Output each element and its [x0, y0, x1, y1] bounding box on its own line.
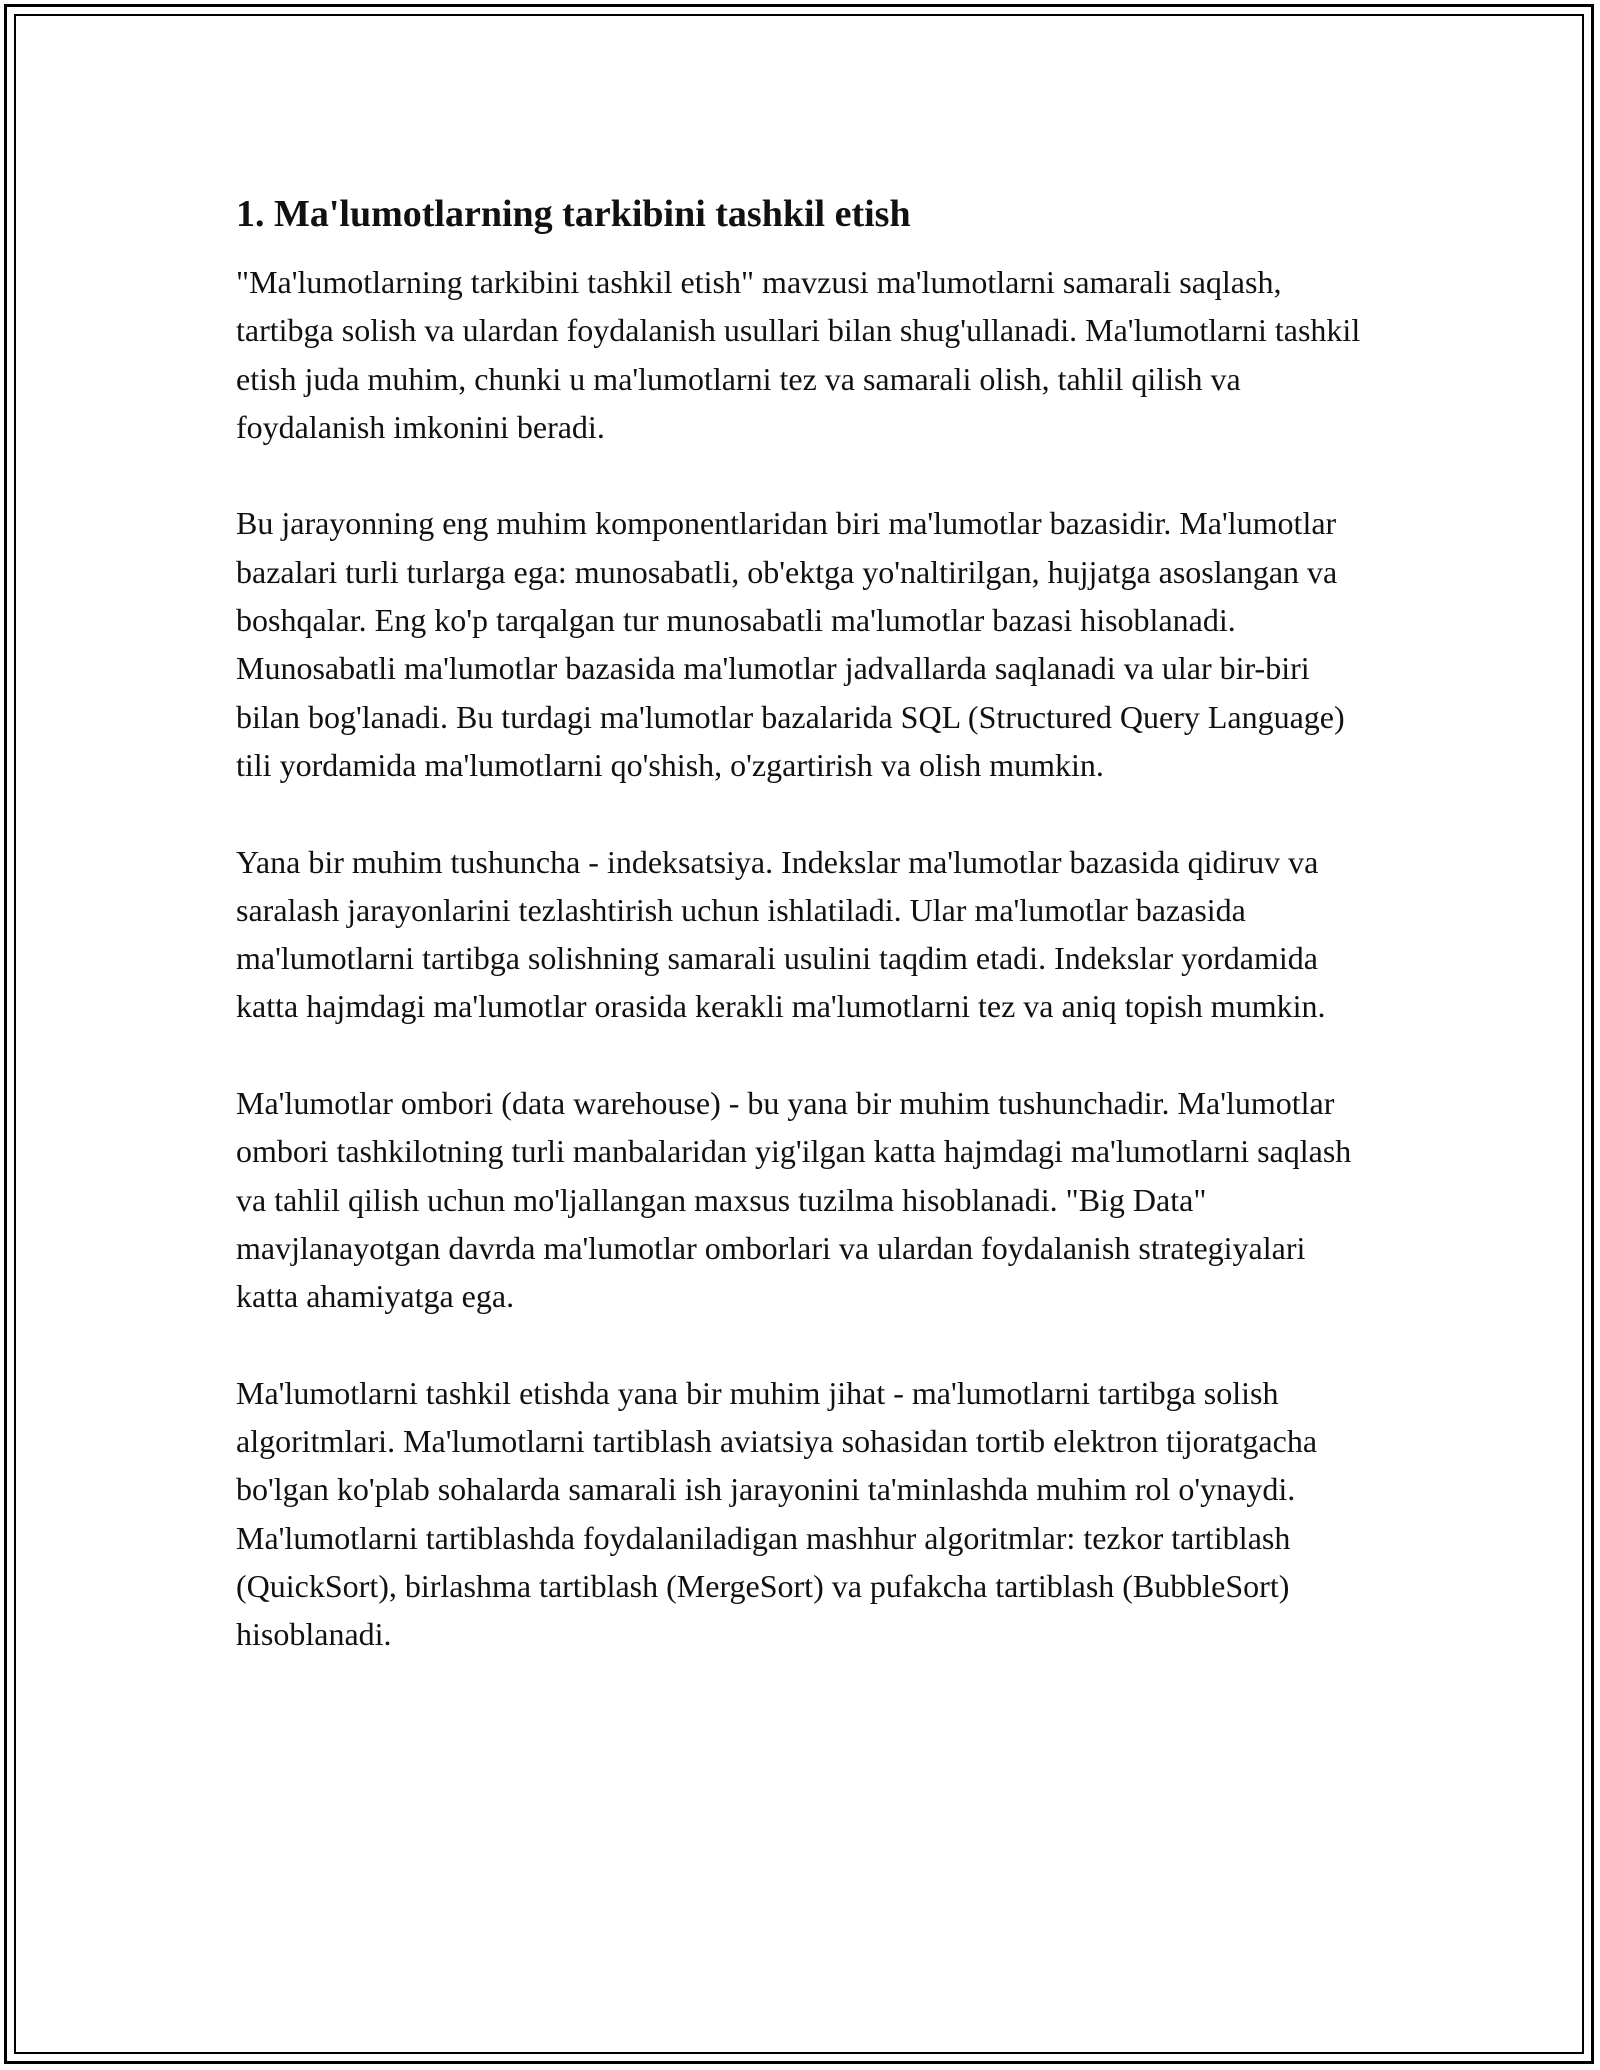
paragraph-sorting-algorithms: Ma'lumotlarni tashkil etishda yana bir muhim jihat - ma'lumotlarni tartibga solish algoritmlari. Ma'lumotlarni tartiblash aviatsiya sohasidan tortib elektron tijoratgacha bo'lgan ko'plab sohalarda samarali ish jarayonini ta'minlashda muhim rol o'ynaydi. Ma'lumotlarni tartiblashda foydalaniladigan mashhur algoritmlar: tezkor tartiblash (QuickSort), birlashma tartiblash (MergeSort) va pufakcha tartiblash (BubbleSort) hisoblanadi.: [236, 1374, 1318, 1653]
paragraph-data-warehouse: Ma'lumotlar ombori (data warehouse) - bu yana bir muhim tushunchadir. Ma'lumotlar ombori tashkilotning turli manbalaridan yig'ilgan katta hajmdagi ma'lumotlarni saqlash va tahlil qilish uchun mo'ljallangan maxsus tuzilma hisoblanadi. "Big Data" mavjlanayotgan davrda ma'lumotlar omborlari va ulardan foydalanish strategiyalari katta ahamiyatga ega.: [236, 1085, 1352, 1315]
document-body: [236, 186, 1364, 1707]
paragraph-indexing: Yana bir muhim tushuncha - indeksatsiya. Indekslar ma'lumotlar bazasida qidiruv va saralash jarayonlarini tezlashtirish uchun ishlatiladi. Ular ma'lumotlar bazasida ma'lumotlarni tartibga solishning samarali usulini taqdim etadi. Indekslar yordamida katta hajmdagi ma'lumotlar orasida kerakli ma'lumotlarni tez va aniq topish mumkin.: [236, 843, 1326, 1025]
paragraph-intro: "Ma'lumotlarning tarkibini tashkil etish" mavzusi ma'lumotlarni samarali saqlash, tartibga solish va ulardan foydalanish usullari bilan shug'ullanadi. Ma'lumotlarni tashkil etish juda muhim, chunki u ma'lumotlarni tez va samarali olish, tahlil qilish va foydalanish imkonini beradi.: [236, 264, 1361, 445]
paragraph-databases: Bu jarayonning eng muhim komponentlaridan biri ma'lumotlar bazasidir. Ma'lumotlar bazalari turli turlarga ega: munosabatli, ob'ektga yo'naltirilgan, hujjatga asoslangan va boshqalar. Eng ko'p tarqalgan tur munosabatli ma'lumotlar bazasi hisoblanadi. Munosabatli ma'lumotlar bazasida ma'lumotlar jadvallarda saqlanadi va ular bir-biri bilan bog'lanadi. Bu turdagi ma'lumotlar bazalarida SQL (Structured Query Language) tili yordamida ma'lumotlarni qo'shish, o'zgartirish va olish mumkin.: [236, 505, 1345, 783]
section-heading: 1. Ma'lumotlarning tarkibini tashkil etish: [236, 193, 911, 235]
